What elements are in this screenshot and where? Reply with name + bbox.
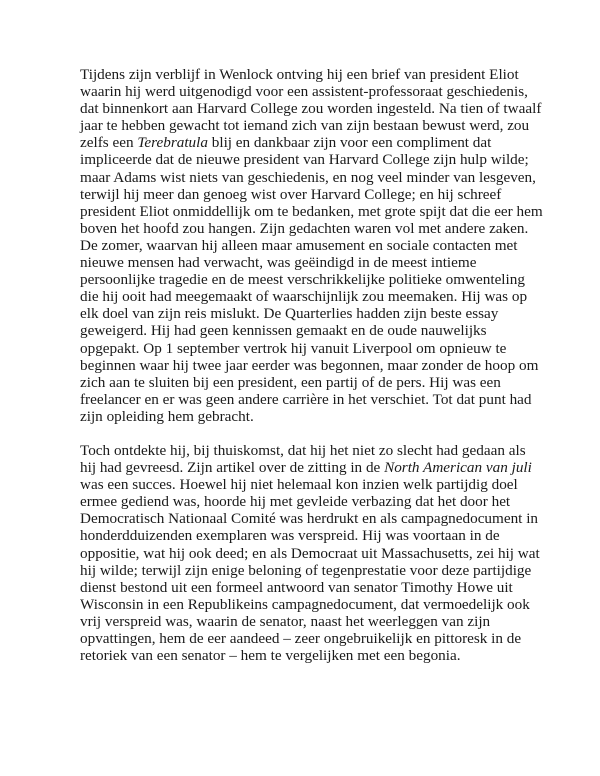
text-segment: nieuwe mensen had verwacht, was geëindigd in de meest intieme	[80, 254, 477, 272]
text-line	[80, 459, 532, 476]
text-segment: die hij ooit had meegemaakt of waarschijnlijk zou meemaken. Hij was op	[80, 288, 528, 306]
text-line	[80, 596, 532, 613]
text-segment: president Eliot onmiddellijk om te bedanken, met grote spijt dat die eer hem	[80, 202, 543, 220]
text-segment: elk doel van zijn reis mislukt. De Quarterlies hadden zijn beste essay	[80, 305, 499, 323]
text-segment: oppositie, wat hij ook deed; en als Democraat uit Massachusetts, zei hij wat	[80, 544, 540, 562]
paragraph-1	[80, 66, 543, 425]
text-segment: freelancer en er was geen andere carrière in het verschiet. Tot dat punt had	[80, 390, 532, 408]
text-line	[80, 220, 532, 237]
text-line	[80, 288, 532, 305]
text-segment: opgepakt. Op 1 september vertrok hij vanuit Liverpool om opnieuw te	[80, 339, 507, 357]
text-line	[80, 134, 532, 151]
text-line	[80, 340, 532, 357]
text-segment: honderdduizenden exemplaren was verspreid. Hij was voortaan in de	[80, 527, 500, 545]
text-segment: terwijl hij meer dan genoeg wist over Harvard College; en hij schreef	[80, 185, 502, 203]
text-line	[80, 100, 542, 118]
text-line	[80, 237, 532, 254]
text-line	[80, 613, 532, 630]
text-segment: beginnen waar hij twee jaar eerder was begonnen, maar zonder de hoop om	[80, 356, 539, 374]
text-line	[80, 66, 532, 83]
text-segment: hij had gevreesd. Zijn artikel over de zitting in de	[80, 459, 385, 477]
text-line	[80, 83, 532, 100]
text-segment: zelfs een	[80, 134, 138, 152]
text-line	[80, 356, 539, 374]
text-line	[80, 630, 532, 647]
text-segment: De zomer, waarvan hij alleen maar amusement en sociale contacten met	[80, 236, 518, 254]
text-segment: Wisconsin in een Republikeins campagnedocument, dat vermoedelijk ook	[80, 595, 530, 613]
text-line	[80, 391, 532, 408]
text-segment: Toch ontdekte hij, bij thuiskomst, dat hij het niet zo slecht had gedaan als	[80, 441, 526, 459]
text-line	[80, 510, 539, 528]
text-segment: geweigerd. Hij had geen kennissen gemaakt en de oude nauwelijks	[80, 322, 487, 340]
text-line	[80, 186, 532, 203]
text-line	[80, 493, 532, 510]
text-segment: waarin hij werd uitgenodigd voor een assistent-professoraat geschiedenis,	[80, 83, 528, 101]
text-segment: zich aan te sluiten bij een president, een partij of de pers. Hij was een	[80, 373, 501, 391]
text-line	[80, 408, 532, 425]
text-segment: persoonlijke tragedie en de meest verschrikkelijke politieke omwenteling	[80, 271, 525, 289]
text-line	[80, 562, 532, 579]
italic-title: Terebratula	[137, 134, 208, 152]
text-segment: was een succes. Hoewel hij niet helemaal kon inzien welk partijdig doel	[80, 476, 518, 494]
text-line	[80, 202, 543, 220]
text-segment: maar Adams wist niets van geschiedenis, en nog veel minder van lesgeven,	[80, 168, 536, 186]
text-line	[80, 579, 532, 596]
text-segment: Democratisch Nationaal Comité was herdrukt en als campagnedocument in	[80, 510, 539, 528]
text-segment: retoriek van een senator – hem te vergelijken met een begonia.	[80, 647, 461, 665]
text-segment: impliceerde dat de nieuwe president van Harvard College zijn hulp wilde;	[80, 151, 529, 169]
text-line	[80, 322, 532, 339]
text-line	[80, 374, 532, 391]
text-segment: jaar te hebben gewacht tot iemand zich van zijn bestaan bewust werd, zou	[80, 117, 530, 135]
text-segment: opvattingen, hem de eer aandeed – zeer ongebruikelijk en pittoresk in de	[80, 630, 522, 647]
text-segment: ermee gediend was, hoorde hij met gevleide verbazing dat het door het	[80, 493, 511, 511]
text-line	[80, 442, 532, 459]
text-segment: blij en dankbaar zijn voor een compliment dat	[207, 134, 492, 152]
text-segment: dienst bestond uit een formeel antwoord van senator Timothy Howe uit	[80, 578, 513, 596]
text-line	[80, 271, 532, 288]
text-segment: zijn opleiding hem gebracht.	[80, 407, 254, 425]
text-line	[80, 168, 536, 186]
text-line	[80, 305, 532, 322]
text-line	[80, 647, 532, 664]
text-segment: Tijdens zijn verblijf in Wenlock ontving hij een brief van president Eliot	[80, 66, 519, 83]
italic-title: North American van juli	[384, 459, 532, 477]
text-line	[80, 476, 532, 493]
text-line	[80, 527, 532, 544]
text-segment: hij wilde; terwijl zijn enige beloning of tegenprestatie voor deze partijdige	[80, 561, 532, 579]
text-segment: boven het hoofd zou hangen. Zijn gedachten waren vol met andere zaken.	[80, 219, 529, 237]
document-page	[80, 66, 543, 665]
text-segment: vrij verspreid was, waarin de senator, naast het weerleggen van zijn	[80, 612, 491, 630]
text-line	[80, 117, 532, 134]
text-line	[80, 151, 532, 168]
text-line	[80, 254, 532, 271]
text-segment: dat binnenkort aan Harvard College zou worden ingesteld. Na tien of twaalf	[80, 100, 542, 118]
paragraph-2	[80, 441, 540, 665]
text-line	[80, 544, 540, 562]
